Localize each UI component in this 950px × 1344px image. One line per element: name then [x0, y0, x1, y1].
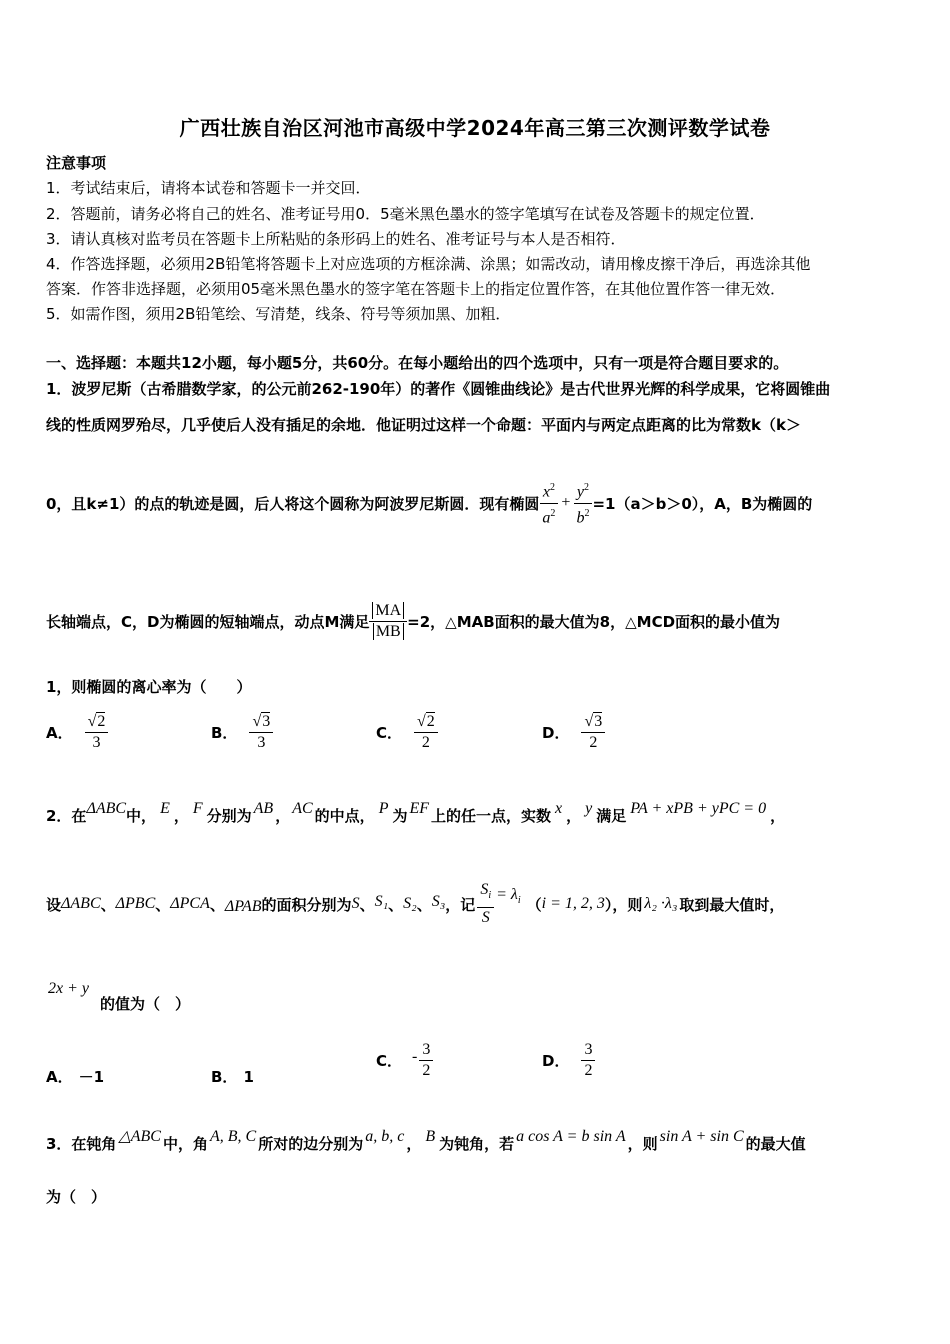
q1-text: 线的性质网罗殆尽，几乎使后人没有插足的余地．他证明过这样一个命题：平面内与两定点距离的比为常数k（k＞ [46, 416, 801, 434]
q1-line4 [46, 588, 780, 654]
q2-expression: 2x + y [48, 980, 89, 997]
q3-text: 为（ ） [46, 1188, 107, 1206]
notice-item: 3．请认真核对监考员在答题卡上所粘贴的条形码上的姓名、准考证号与本人是否相符． [46, 230, 626, 248]
notice-item: 2．答题前，请务必将自己的姓名、准考证号用0．5毫米黑色墨水的签字笔填写在试卷及答题卡的规定位置． [46, 205, 765, 223]
q1-text: =1（a＞b＞0），A，B为椭圆的 [592, 494, 813, 513]
ellipse-x-term: $\frac{x^2}{a^2}$ [539, 478, 558, 528]
sqrt-fraction: $\frac{√2}{2}$ [414, 712, 438, 753]
ratio-ma-mb: $\frac{MA}{MB}$ [369, 601, 407, 642]
q1-line3: 0，且k≠1）的点的轨迹是圆，后人将这个圆称为阿波罗尼斯圆．现有椭圆 $\frac{x^2}{a^2}$ + $\frac{y^2}{b^2}$ =1（a＞b＞0），A，B为椭圆的 [46, 476, 812, 530]
fraction: $\frac{3}{2}$ [581, 1040, 595, 1081]
ellipse-y-term: $\frac{y^2}{b^2}$ [573, 478, 592, 528]
q1-option-a[interactable]: A． $\frac{√2}{3}$ [46, 712, 108, 753]
q1-option-b[interactable]: B． $\frac{√3}{3}$ [211, 712, 273, 753]
sqrt-fraction: $\frac{√3}{2}$ [581, 712, 605, 753]
q2-line1: 2．在 ΔABC 中， E ， F 分别为 AB ， AC 的中点， P 为 EF 上的任一点，实数 x ， y 满足 PA + xPB + yPC = 0 ， [46, 800, 786, 825]
notice-item: 5．如需作图，须用2B铅笔绘、写清楚，线条、符号等须加黑、加粗． [46, 305, 511, 323]
page-title: 广西壮族自治区河池市高级中学2024年高三第三次测评数学试卷 [179, 116, 771, 140]
q1-text: =2，△MAB面积的最大值为8，△MCD面积的最小值为 [407, 612, 781, 631]
q2-option-d[interactable]: D． $\frac{3}{2}$ [542, 1040, 595, 1081]
area-ratio: $\frac{S_i}{S}$ [477, 880, 494, 927]
q1-option-d[interactable]: D． $\frac{√3}{2}$ [542, 712, 605, 753]
q2-option-b[interactable]: B． 1 [211, 1068, 254, 1086]
q3-line1: 3．在钝角 △ABC 中，角 A, B, C 所对的边分别为 a, b, c ， B 为钝角，若 a cos A = b sin A ，则 sin A + sin C 的最大值 [46, 1128, 806, 1153]
section-heading: 一、选择题：本题共12小题，每小题5分，共60分。在每小题给出的四个选项中，只有一项是符合题目要求的。 [46, 354, 789, 372]
q1-text: 1，则椭圆的离心率为（ ） [46, 678, 252, 696]
notice-item: 1．考试结束后，请将本试卷和答题卡一并交回． [46, 179, 371, 197]
q2-line2: 设 ΔABC 、 ΔPBC 、 ΔPCA 、 ΔPAB 的面积分别为 S 、 S₁ 、 S₂ 、 S₃ ，记 $\frac{S_i}{S}$ = $\lambda_i$ （ i = 1, 2, 3 ），则 λ₂ ·λ₃ 取到最大值时， [46, 881, 785, 926]
sqrt-fraction: $\frac{√2}{3}$ [85, 712, 109, 753]
notice-item: 答案．作答非选择题，必须用05毫米黑色墨水的签字笔在答题卡上的指定位置作答，在其他位置作答一律无效． [46, 280, 786, 298]
q2-text: 的值为（ ） [100, 995, 191, 1013]
notice-item: 4．作答选择题，必须用2B铅笔将答题卡上对应选项的方框涂满、涂黑；如需改动，请用橡皮擦干净后，再选涂其他 [46, 255, 811, 273]
q1-option-c[interactable]: C． $\frac{√2}{2}$ [376, 712, 438, 753]
q2-option-c[interactable]: C． - $\frac{3}{2}$ [376, 1040, 433, 1081]
q1-text: 长轴端点，C，D为椭圆的短轴端点，动点M满足 [46, 612, 370, 631]
sqrt-fraction: $\frac{√3}{3}$ [249, 712, 273, 753]
q1-text: 1．波罗尼斯（古希腊数学家，的公元前262-190年）的著作《圆锥曲线论》是古代世界光辉的科学成果，它将圆锥曲 [46, 380, 831, 398]
notice-heading: 注意事项 [46, 154, 107, 172]
q1-text: 0，且k≠1）的点的轨迹是圆，后人将这个圆称为阿波罗尼斯圆．现有椭圆 [46, 494, 540, 513]
q2-option-a[interactable]: A． －1 [46, 1068, 105, 1086]
fraction: $\frac{3}{2}$ [419, 1040, 433, 1081]
